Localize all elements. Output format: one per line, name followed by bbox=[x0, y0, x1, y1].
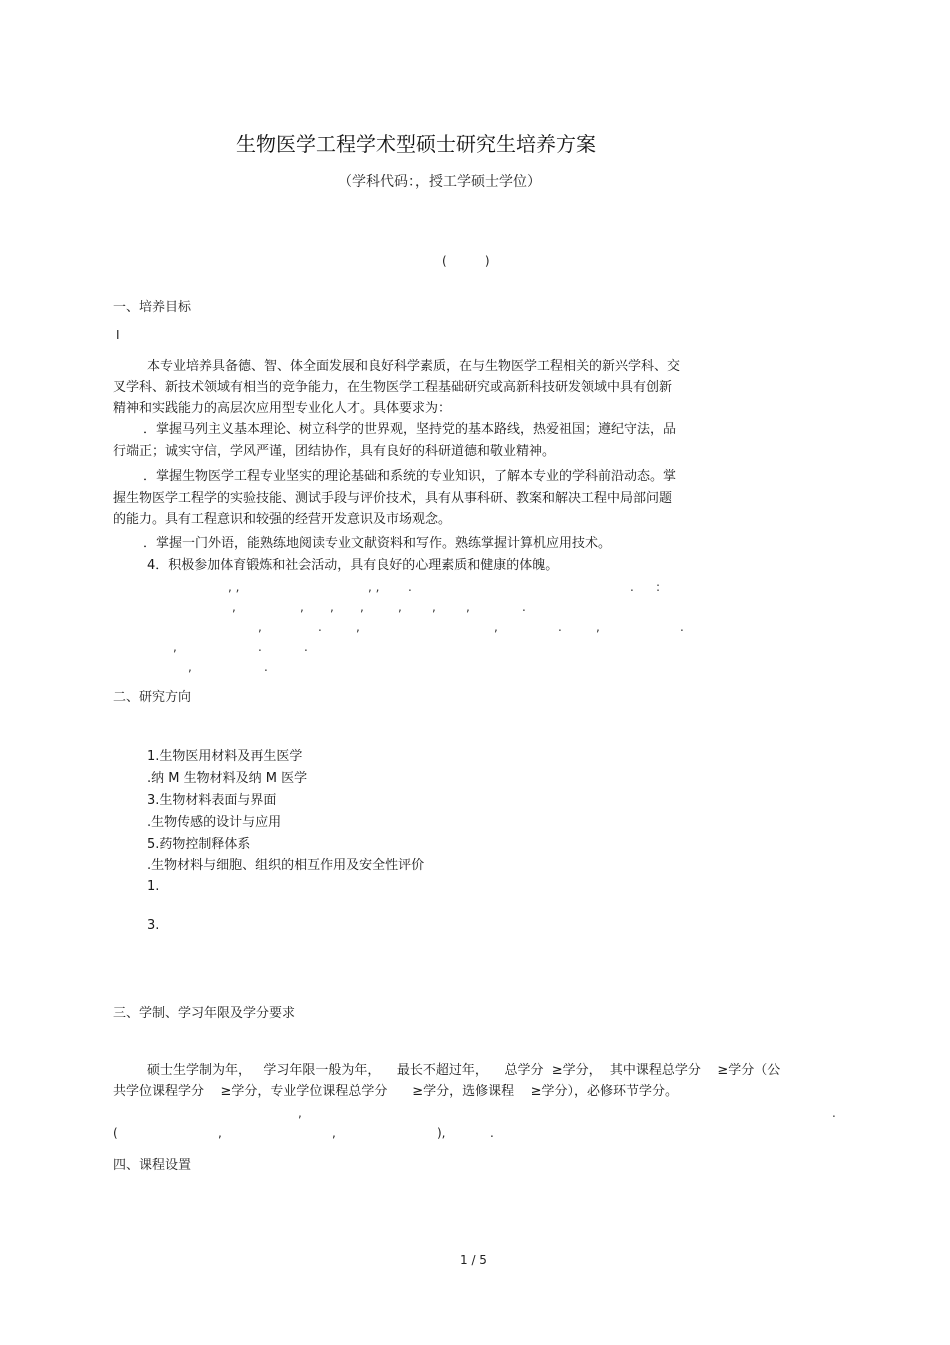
punctuation-fragment: , bbox=[258, 620, 262, 634]
section-heading-credits: 三、学制、学习年限及学分要求 bbox=[113, 1006, 296, 1021]
direction-item: .生物传感的设计与应用 bbox=[147, 815, 282, 830]
punctuation-fragment: , bbox=[360, 600, 364, 614]
goal-line: ．掌握一门外语，能熟练地阅读专业文献资料和写作。熟练掌握计算机应用技术。 bbox=[143, 536, 612, 551]
direction-item: 1.生物医用材料及再生医学 bbox=[147, 749, 303, 764]
section-heading-courses: 四、课程设置 bbox=[113, 1158, 192, 1173]
credit-line: 共学位课程学分 ≥学分，专业学位课程总学分 ≥学分，选修课程 ≥学分），必修环节学分。 bbox=[113, 1084, 679, 1099]
direction-item: 1. bbox=[147, 879, 160, 894]
punctuation-fragment: , bbox=[432, 600, 436, 614]
direction-item: 5.药物控制释体系 bbox=[147, 837, 251, 852]
punctuation-fragment: , bbox=[596, 620, 600, 634]
punctuation-fragment: . bbox=[522, 600, 526, 614]
section-heading-goals: 一、培养目标 bbox=[113, 300, 192, 315]
goal-line: ．掌握生物医学工程专业坚实的理论基础和系统的专业知识，了解本专业的学科前沿动态。掌 bbox=[143, 469, 677, 484]
punctuation-fragment: , bbox=[218, 1126, 222, 1140]
punctuation-fragment: , bbox=[188, 660, 192, 674]
punctuation-fragment: . bbox=[680, 620, 684, 634]
credit-line: 硕士生学制为年， 学习年限一般为年， 最长不超过年， 总学分 ≥学分， 其中课程总学分 ≥学分（公 bbox=[147, 1063, 781, 1078]
goal-line: 的能力。具有工程意识和较强的经营开发意识及市场观念。 bbox=[113, 512, 452, 527]
punctuation-fragment: , bbox=[356, 620, 360, 634]
punctuation-fragment: , bbox=[466, 600, 470, 614]
punctuation-fragment: . bbox=[258, 640, 262, 654]
goal-line: 握生物医学工程学的实验技能、测试手段与评价技术，具有从事科研、教案和解决工程中局部问题 bbox=[113, 491, 673, 506]
punctuation-fragment: . bbox=[558, 620, 562, 634]
goal-line: 本专业培养具备德、智、体全面发展和良好科学素质，在与生物医学工程相关的新兴学科、交 bbox=[147, 359, 681, 374]
punctuation-fragment: ( bbox=[113, 1126, 118, 1140]
section-heading-directions: 二、研究方向 bbox=[113, 690, 192, 705]
direction-item: 3. bbox=[147, 918, 160, 933]
roman-numeral: Ⅰ bbox=[116, 328, 120, 342]
goal-line: 4．积极参加体育锻炼和社会活动，具有良好的心理素质和健康的体魄。 bbox=[147, 558, 559, 573]
document-subtitle: （学科代码：，授工学硕士学位） bbox=[338, 174, 541, 190]
goal-line: 叉学科、新技术领域有相当的竞争能力，在生物医学工程基础研究或高新科技研发领域中具有创新 bbox=[113, 380, 673, 395]
punctuation-fragment: , bbox=[232, 600, 236, 614]
punctuation-fragment: , bbox=[494, 620, 498, 634]
punctuation-fragment: , bbox=[300, 600, 304, 614]
punctuation-fragment: , bbox=[298, 1106, 302, 1120]
goal-line: 行端正；诚实守信，学风严谨，团结协作，具有良好的科研道德和敬业精神。 bbox=[113, 444, 556, 459]
goal-line: ．掌握马列主义基本理论、树立科学的世界观，坚持党的基本路线，热爱祖国；遵纪守法，品 bbox=[143, 422, 677, 437]
punctuation-fragment: , bbox=[173, 640, 177, 654]
goal-line: 精神和实践能力的高层次应用型专业化人才。具体要求为： bbox=[113, 401, 452, 416]
punctuation-fragment: , bbox=[332, 1126, 336, 1140]
direction-item: .生物材料与细胞、组织的相互作用及安全性评价 bbox=[147, 858, 425, 873]
direction-item: 3.生物材料表面与界面 bbox=[147, 793, 277, 808]
punctuation-fragment: . bbox=[630, 580, 634, 594]
punctuation-fragment: , , bbox=[228, 580, 240, 594]
direction-item: .纳 M 生物材料及纳 M 医学 bbox=[147, 771, 308, 786]
punctuation-fragment: , bbox=[398, 600, 402, 614]
document-title: 生物医学工程学术型硕士研究生培养方案 bbox=[236, 132, 596, 156]
punctuation-fragment: . bbox=[318, 620, 322, 634]
punctuation-fragment: . bbox=[408, 580, 412, 594]
empty-parentheses: ( ) bbox=[442, 254, 490, 268]
punctuation-fragment: , bbox=[330, 600, 334, 614]
page-number: 1 / 5 bbox=[460, 1253, 487, 1267]
punctuation-fragment: , , bbox=[368, 580, 380, 594]
punctuation-fragment: . bbox=[490, 1126, 494, 1140]
punctuation-fragment: : bbox=[656, 580, 661, 594]
punctuation-fragment: ), bbox=[437, 1126, 446, 1140]
punctuation-fragment: . bbox=[304, 640, 308, 654]
punctuation-fragment: . bbox=[264, 660, 268, 674]
punctuation-fragment: . bbox=[832, 1106, 836, 1120]
